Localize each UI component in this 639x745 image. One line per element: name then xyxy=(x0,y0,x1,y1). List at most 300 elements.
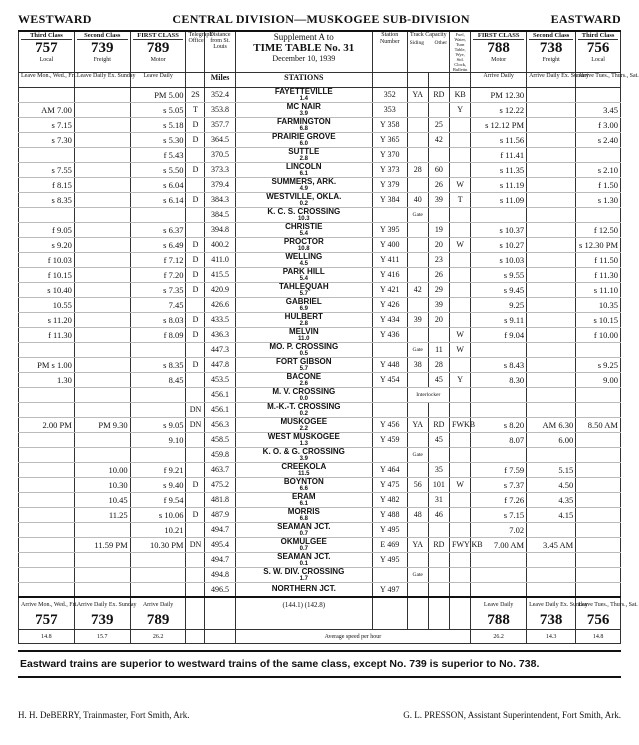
station-label: FAYETTEVILLE xyxy=(274,86,333,96)
other: 28 xyxy=(428,357,449,372)
station-label: SEAMAN JCT. xyxy=(277,551,331,561)
miles: 494.8 xyxy=(205,567,235,582)
time-757 xyxy=(19,537,75,552)
column-header-row xyxy=(19,32,621,73)
time-757 xyxy=(19,87,75,102)
time-757 xyxy=(19,387,75,402)
station-row xyxy=(19,147,621,162)
station-row xyxy=(19,417,621,432)
station-label: SEAMAN JCT. xyxy=(277,521,331,531)
station-number: Y 454 xyxy=(372,372,407,387)
miles: 400.2 xyxy=(205,237,235,252)
other xyxy=(428,582,449,597)
time-756 xyxy=(576,447,621,462)
station-name xyxy=(235,117,372,132)
facilities xyxy=(450,507,471,522)
station-number: Y 411 xyxy=(372,252,407,267)
facilities xyxy=(450,267,471,282)
station-label: PROCTOR xyxy=(283,236,324,246)
other: RD xyxy=(428,537,449,552)
telegraph xyxy=(186,207,205,222)
time-738: 6.00 xyxy=(527,432,576,447)
station-name xyxy=(235,222,372,237)
station-label: BACONE xyxy=(286,371,322,381)
station-number: Y 421 xyxy=(372,282,407,297)
station-row xyxy=(19,402,621,417)
telegraph: D xyxy=(186,357,205,372)
col-stations-head: Supplement A to TIME TABLE No. 31 December 10, 1939 xyxy=(235,32,372,73)
eastward-label: EASTWARD xyxy=(550,11,621,26)
time-789: s 8.03 xyxy=(130,312,186,327)
station-label: GABRIEL xyxy=(285,296,322,306)
time-789 xyxy=(130,567,186,582)
other xyxy=(428,102,449,117)
station-number xyxy=(372,207,407,222)
col-739: Second Class 739 Freight xyxy=(74,32,130,73)
facilities xyxy=(450,132,471,147)
time-757: 1.30 xyxy=(19,372,75,387)
station-name xyxy=(235,507,372,522)
other: 26 xyxy=(428,267,449,282)
telegraph xyxy=(186,177,205,192)
telegraph: D xyxy=(186,252,205,267)
time-756: s 2.40 xyxy=(576,132,621,147)
station-number xyxy=(372,387,407,402)
station-number xyxy=(372,402,407,417)
col-track-capacity: Track Capacity Siding Other xyxy=(407,32,449,73)
col-789: FIRST CLASS 789 Motor xyxy=(130,32,186,73)
days-739: Leave Daily Ex. Sunday xyxy=(74,73,130,88)
station-number xyxy=(372,342,407,357)
other: RD xyxy=(428,87,449,102)
time-739 xyxy=(74,327,130,342)
station-number: Y 400 xyxy=(372,237,407,252)
time-788: s 9.45 xyxy=(471,282,527,297)
time-757: s 8.35 xyxy=(19,192,75,207)
col-distance: Distance from St. Louis xyxy=(205,32,235,73)
station-row xyxy=(19,357,621,372)
time-739 xyxy=(74,252,130,267)
miles: 456.3 xyxy=(205,417,235,432)
time-789 xyxy=(130,402,186,417)
siding xyxy=(407,267,428,282)
siding xyxy=(407,177,428,192)
segment-distance: 6.1 xyxy=(299,170,308,177)
time-738 xyxy=(527,207,576,222)
time-738 xyxy=(527,192,576,207)
time-788 xyxy=(471,582,527,597)
time-739: 10.30 xyxy=(74,477,130,492)
total-distance-2: (142.8) xyxy=(304,600,326,609)
station-label: WESTVILLE, OKLA. xyxy=(266,191,342,201)
days-738: Arrive Daily Ex. Sunday xyxy=(527,73,576,88)
time-757: s 9.20 xyxy=(19,237,75,252)
time-789: s 6.14 xyxy=(130,192,186,207)
station-number xyxy=(372,567,407,582)
time-788: s 12.12 PM xyxy=(471,117,527,132)
time-739: 11.25 xyxy=(74,507,130,522)
time-757: f 10.03 xyxy=(19,252,75,267)
time-789 xyxy=(130,582,186,597)
time-789: s 5.30 xyxy=(130,132,186,147)
station-name xyxy=(235,327,372,342)
time-756 xyxy=(576,582,621,597)
siding: 39 xyxy=(407,312,428,327)
facilities: W xyxy=(450,177,471,192)
time-788: s 10.03 xyxy=(471,252,527,267)
col-757: Third Class 757 Local xyxy=(19,32,75,73)
segment-distance: 6.1 xyxy=(299,500,308,507)
station-row xyxy=(19,522,621,537)
col-788: FIRST CLASS 788 Motor xyxy=(471,32,527,73)
segment-distance: 6.8 xyxy=(299,515,308,522)
time-789: 9.10 xyxy=(130,432,186,447)
telegraph: T xyxy=(186,102,205,117)
time-738: AM 6.30 xyxy=(527,417,576,432)
station-number: Y 482 xyxy=(372,492,407,507)
miles: 379.4 xyxy=(205,177,235,192)
telegraph: D xyxy=(186,117,205,132)
telegraph: D xyxy=(186,192,205,207)
station-number: Y 384 xyxy=(372,192,407,207)
miles: 487.9 xyxy=(205,507,235,522)
time-757: 10.55 xyxy=(19,297,75,312)
station-row xyxy=(19,462,621,477)
station-label: SUTTLE xyxy=(288,146,320,156)
station-name xyxy=(235,522,372,537)
telegraph: DN xyxy=(186,417,205,432)
facilities xyxy=(450,432,471,447)
facilities xyxy=(450,312,471,327)
time-757: s 11.20 xyxy=(19,312,75,327)
station-row xyxy=(19,297,621,312)
station-row xyxy=(19,252,621,267)
division-header xyxy=(18,8,621,32)
time-738: 4.15 xyxy=(527,507,576,522)
time-789: s 6.04 xyxy=(130,177,186,192)
siding: 40 xyxy=(407,192,428,207)
other xyxy=(428,522,449,537)
other: 29 xyxy=(428,282,449,297)
siding xyxy=(407,372,428,387)
westward-label: WESTWARD xyxy=(18,11,92,26)
time-756: 10.35 xyxy=(576,297,621,312)
avg-speed-label: Average speed per hour xyxy=(235,629,471,644)
time-788: s 11.09 xyxy=(471,192,527,207)
miles: 384.5 xyxy=(205,207,235,222)
station-name xyxy=(235,432,372,447)
miles: 353.8 xyxy=(205,102,235,117)
time-756 xyxy=(576,432,621,447)
time-756 xyxy=(576,207,621,222)
time-757: s 10.40 xyxy=(19,282,75,297)
time-757 xyxy=(19,147,75,162)
segment-distance: 3.9 xyxy=(299,110,308,117)
facilities xyxy=(450,402,471,417)
time-789: s 10.06 xyxy=(130,507,186,522)
time-756 xyxy=(576,477,621,492)
signature-trainmaster: H. H. DeBERRY, Trainmaster, Fort Smith, Ark. xyxy=(18,710,190,720)
segment-distance: 5.4 xyxy=(299,275,308,282)
station-row xyxy=(19,282,621,297)
facilities xyxy=(450,207,471,222)
telegraph: D xyxy=(186,132,205,147)
station-row xyxy=(19,372,621,387)
station-row xyxy=(19,222,621,237)
time-739 xyxy=(74,297,130,312)
time-788 xyxy=(471,402,527,417)
station-name xyxy=(235,207,372,222)
time-757: PM s 1.00 xyxy=(19,357,75,372)
station-label: MO. P. CROSSING xyxy=(269,341,339,351)
station-name xyxy=(235,147,372,162)
other: 26 xyxy=(428,177,449,192)
station-number: Y 434 xyxy=(372,312,407,327)
facilities xyxy=(450,297,471,312)
time-739: 10.00 xyxy=(74,462,130,477)
station-row xyxy=(19,507,621,522)
miles: 357.7 xyxy=(205,117,235,132)
station-label: LINCOLN xyxy=(286,161,322,171)
other: 20 xyxy=(428,237,449,252)
time-738 xyxy=(527,447,576,462)
time-789 xyxy=(130,207,186,222)
telegraph: D xyxy=(186,282,205,297)
time-738: 4.50 xyxy=(527,477,576,492)
segment-distance: 1.4 xyxy=(299,95,308,102)
station-number: Y 365 xyxy=(372,132,407,147)
time-788: s 11.35 xyxy=(471,162,527,177)
days-756: Arrive Tues., Thurs., Sat. xyxy=(576,73,621,88)
col-facilities: Fuel, Water, Turn Table, Wye, Std. Clock, Bulletin xyxy=(450,32,471,73)
miles: 394.8 xyxy=(205,222,235,237)
station-label: M.-K.-T. CROSSING xyxy=(267,401,341,411)
station-name xyxy=(235,102,372,117)
other xyxy=(428,327,449,342)
time-789: s 5.18 xyxy=(130,117,186,132)
station-label: WELLING xyxy=(285,251,323,261)
facilities: W xyxy=(450,237,471,252)
time-788: s 12.22 xyxy=(471,102,527,117)
other xyxy=(428,567,449,582)
time-788: s 8.43 xyxy=(471,357,527,372)
siding: YA xyxy=(407,417,428,432)
time-756: 3.45 xyxy=(576,102,621,117)
segment-distance: 0.7 xyxy=(299,545,308,552)
time-739 xyxy=(74,387,130,402)
miles: 415.5 xyxy=(205,267,235,282)
time-789: s 9.05 xyxy=(130,417,186,432)
time-789 xyxy=(130,342,186,357)
time-738 xyxy=(527,117,576,132)
time-756 xyxy=(576,462,621,477)
time-739 xyxy=(74,102,130,117)
other xyxy=(428,402,449,417)
time-739 xyxy=(74,402,130,417)
time-739 xyxy=(74,222,130,237)
station-number: Y 448 xyxy=(372,357,407,372)
station-name xyxy=(235,162,372,177)
time-789: s 7.35 xyxy=(130,282,186,297)
station-label: M. V. CROSSING xyxy=(272,386,336,396)
time-757: 2.00 PM xyxy=(19,417,75,432)
time-739 xyxy=(74,312,130,327)
miles: 456.1 xyxy=(205,402,235,417)
segment-distance: 2.8 xyxy=(299,320,308,327)
station-number: Y 456 xyxy=(372,417,407,432)
other: 11 xyxy=(428,342,449,357)
segment-distance: 0.7 xyxy=(299,530,308,537)
time-757: f 10.15 xyxy=(19,267,75,282)
time-739 xyxy=(74,447,130,462)
telegraph xyxy=(186,222,205,237)
station-number: Y 464 xyxy=(372,462,407,477)
facilities xyxy=(450,567,471,582)
station-number: Y 370 xyxy=(372,147,407,162)
station-name xyxy=(235,132,372,147)
station-row xyxy=(19,492,621,507)
telegraph: DN xyxy=(186,537,205,552)
other: 42 xyxy=(428,132,449,147)
station-number: Y 395 xyxy=(372,222,407,237)
time-756: s 9.25 xyxy=(576,357,621,372)
time-739 xyxy=(74,237,130,252)
station-row xyxy=(19,447,621,462)
other: 35 xyxy=(428,462,449,477)
miles: 447.3 xyxy=(205,342,235,357)
station-row xyxy=(19,567,621,582)
siding: 56 xyxy=(407,477,428,492)
siding: 38 xyxy=(407,357,428,372)
time-738 xyxy=(527,102,576,117)
telegraph xyxy=(186,492,205,507)
time-756: f 12.50 xyxy=(576,222,621,237)
segment-distance: 5.7 xyxy=(299,290,308,297)
time-738 xyxy=(527,132,576,147)
time-756 xyxy=(576,522,621,537)
station-label: ERAM xyxy=(292,491,316,501)
siding xyxy=(407,402,428,417)
miles: 458.5 xyxy=(205,432,235,447)
siding xyxy=(407,222,428,237)
station-row xyxy=(19,192,621,207)
telegraph: DN xyxy=(186,402,205,417)
station-label: PRAIRIE GROVE xyxy=(272,131,336,141)
timetable xyxy=(18,32,639,644)
station-number: Y 497 xyxy=(372,582,407,597)
station-number: Y 475 xyxy=(372,477,407,492)
days-row xyxy=(19,73,621,88)
time-738: 4.35 xyxy=(527,492,576,507)
col-telegraph: Telegraph Office xyxy=(186,32,205,73)
time-738 xyxy=(527,342,576,357)
segment-distance: 2.8 xyxy=(299,155,308,162)
miles: 496.5 xyxy=(205,582,235,597)
time-756 xyxy=(576,537,621,552)
time-789: f 8.09 xyxy=(130,327,186,342)
segment-distance: 6.8 xyxy=(299,125,308,132)
station-number: Y 488 xyxy=(372,507,407,522)
station-label: BOYNTON xyxy=(283,476,324,486)
time-756: s 11.10 xyxy=(576,282,621,297)
siding: 48 xyxy=(407,507,428,522)
other: 19 xyxy=(428,222,449,237)
time-739 xyxy=(74,342,130,357)
time-738 xyxy=(527,267,576,282)
col-station-number: Station Number xyxy=(372,32,407,73)
time-789: s 8.35 xyxy=(130,357,186,372)
station-row xyxy=(19,87,621,102)
time-789: 10.21 xyxy=(130,522,186,537)
time-756: f 3.00 xyxy=(576,117,621,132)
time-757 xyxy=(19,342,75,357)
bottom-days-row: Arrive Mon., Wed., Fri. Arrive Daily Ex. Sunday Arrive Daily (144.1) (142.8) Leave Daily Leave Daily Ex. Sunday Leave Tues., Thurs., Sat. xyxy=(19,597,621,612)
facilities xyxy=(450,582,471,597)
station-row xyxy=(19,387,621,402)
time-789: s 5.50 xyxy=(130,162,186,177)
siding xyxy=(407,492,428,507)
station-row xyxy=(19,582,621,597)
segment-distance: 4.5 xyxy=(299,260,308,267)
footnote: Eastward trains are superior to westward trains of the same class, except No. 739 is superior to No. 738. xyxy=(18,650,621,678)
time-739 xyxy=(74,582,130,597)
time-739 xyxy=(74,372,130,387)
time-739: 10.45 xyxy=(74,492,130,507)
station-name xyxy=(235,447,372,462)
telegraph xyxy=(186,147,205,162)
miles: 453.5 xyxy=(205,372,235,387)
other: 31 xyxy=(428,492,449,507)
time-739 xyxy=(74,192,130,207)
time-738 xyxy=(527,357,576,372)
time-789: 7.45 xyxy=(130,297,186,312)
segment-distance: 5.7 xyxy=(299,365,308,372)
station-name xyxy=(235,282,372,297)
time-788 xyxy=(471,447,527,462)
time-738 xyxy=(527,522,576,537)
segment-distance: 10.3 xyxy=(297,215,310,222)
time-756: s 12.30 PM xyxy=(576,237,621,252)
facilities: W xyxy=(450,477,471,492)
siding xyxy=(407,522,428,537)
time-756: f 11.50 xyxy=(576,252,621,267)
time-757 xyxy=(19,432,75,447)
station-label: FORT GIBSON xyxy=(276,356,332,366)
segment-distance: 1.3 xyxy=(299,440,308,447)
time-739 xyxy=(74,522,130,537)
time-789 xyxy=(130,447,186,462)
station-name xyxy=(235,252,372,267)
miles: 384.3 xyxy=(205,192,235,207)
time-738 xyxy=(527,237,576,252)
signature-superintendent: G. L. PRESSON, Assistant Superintendent, Fort Smith, Ark. xyxy=(403,710,621,720)
time-738 xyxy=(527,402,576,417)
time-757: f 9.05 xyxy=(19,222,75,237)
time-738 xyxy=(527,387,576,402)
time-756 xyxy=(576,552,621,567)
station-number: 353 xyxy=(372,102,407,117)
time-739 xyxy=(74,357,130,372)
time-789: f 5.43 xyxy=(130,147,186,162)
station-number: Y 495 xyxy=(372,552,407,567)
other: 45 xyxy=(428,372,449,387)
station-name xyxy=(235,462,372,477)
miles: 475.2 xyxy=(205,477,235,492)
station-name xyxy=(235,372,372,387)
time-757 xyxy=(19,552,75,567)
time-788: 8.30 xyxy=(471,372,527,387)
station-label: HULBERT xyxy=(284,311,323,321)
